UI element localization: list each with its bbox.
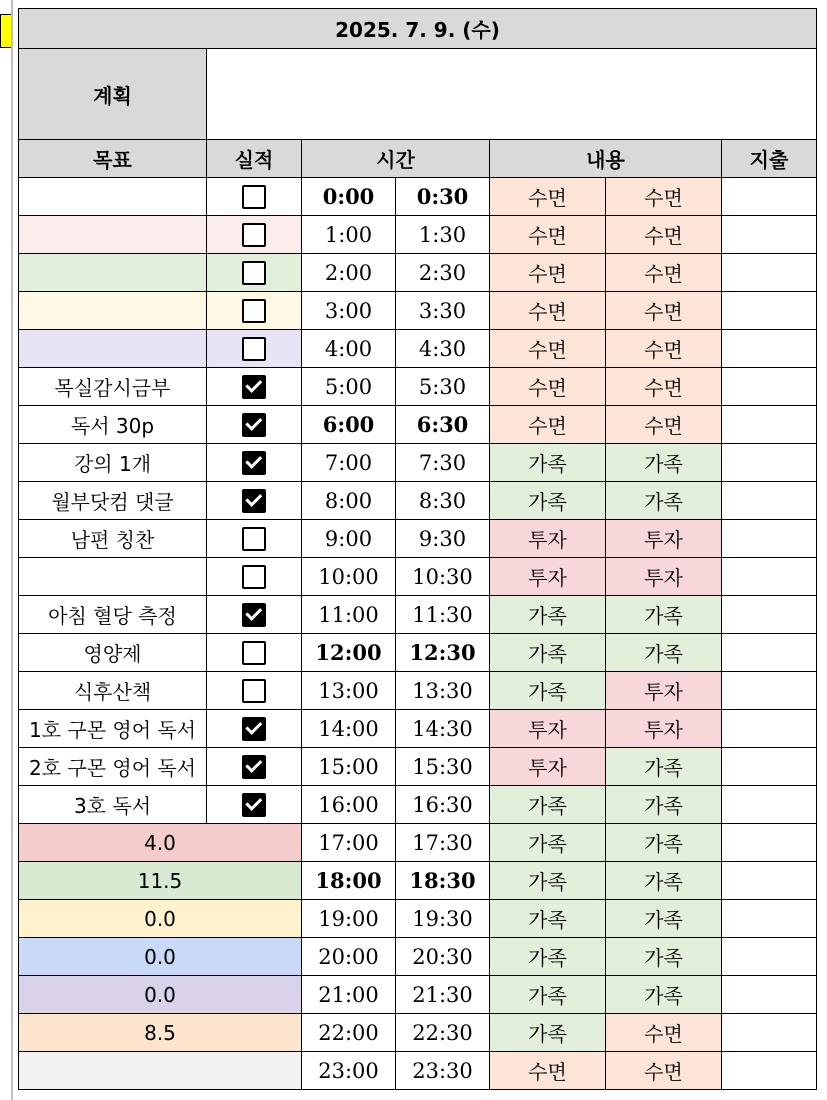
activity-cell[interactable]: 가족 <box>606 786 722 824</box>
checked-checkbox[interactable] <box>242 451 266 475</box>
expense-cell[interactable] <box>722 672 817 710</box>
time-half: 9:30 <box>396 520 490 558</box>
time-start: 11:00 <box>302 596 396 634</box>
done-checkbox-cell[interactable] <box>207 710 302 748</box>
expense-cell[interactable] <box>722 216 817 254</box>
time-start: 13:00 <box>302 672 396 710</box>
time-half: 7:30 <box>396 444 490 482</box>
category-total[interactable] <box>19 1052 302 1090</box>
time-start: 15:00 <box>302 748 396 786</box>
goal-cell[interactable]: 식후산책 <box>19 672 207 710</box>
done-checkbox-cell[interactable] <box>207 292 302 330</box>
activity-cell[interactable]: 가족 <box>606 976 722 1014</box>
expense-cell[interactable] <box>722 634 817 672</box>
activity-cell[interactable]: 가족 <box>490 824 606 862</box>
time-half: 20:30 <box>396 938 490 976</box>
done-checkbox-cell[interactable] <box>207 330 302 368</box>
expense-cell[interactable] <box>722 1052 817 1090</box>
time-half: 19:30 <box>396 900 490 938</box>
time-header: 시간 <box>302 140 490 178</box>
activity-cell[interactable]: 가족 <box>606 824 722 862</box>
time-half: 4:30 <box>396 330 490 368</box>
unchecked-checkbox[interactable] <box>242 185 266 209</box>
unchecked-checkbox[interactable] <box>242 641 266 665</box>
goal-cell[interactable] <box>19 330 207 368</box>
category-total[interactable]: 11.5 <box>19 862 302 900</box>
category-total[interactable]: 0.0 <box>19 976 302 1014</box>
time-half: 2:30 <box>396 254 490 292</box>
activity-cell[interactable]: 수면 <box>606 1014 722 1052</box>
done-checkbox-cell[interactable] <box>207 482 302 520</box>
activity-cell[interactable]: 투자 <box>490 558 606 596</box>
time-start: 10:00 <box>302 558 396 596</box>
unchecked-checkbox[interactable] <box>242 565 266 589</box>
done-checkbox-cell[interactable] <box>207 254 302 292</box>
checked-checkbox[interactable] <box>242 375 266 399</box>
checked-checkbox[interactable] <box>242 489 266 513</box>
time-half: 14:30 <box>396 710 490 748</box>
expense-cell[interactable] <box>722 596 817 634</box>
time-start: 9:00 <box>302 520 396 558</box>
goal-cell[interactable] <box>19 558 207 596</box>
unchecked-checkbox[interactable] <box>242 299 266 323</box>
time-start: 7:00 <box>302 444 396 482</box>
activity-cell[interactable]: 수면 <box>490 330 606 368</box>
time-half: 10:30 <box>396 558 490 596</box>
goal-cell[interactable]: 목실감시금부 <box>19 368 207 406</box>
activity-cell[interactable]: 수면 <box>490 178 606 216</box>
activity-cell[interactable]: 투자 <box>606 672 722 710</box>
goal-cell[interactable]: 2호 구몬 영어 독서 <box>19 748 207 786</box>
activity-cell[interactable]: 가족 <box>606 634 722 672</box>
category-total[interactable]: 4.0 <box>19 824 302 862</box>
plan-input-cell[interactable] <box>207 49 817 140</box>
done-checkbox-cell[interactable] <box>207 406 302 444</box>
activity-cell[interactable]: 가족 <box>490 900 606 938</box>
done-checkbox-cell[interactable] <box>207 634 302 672</box>
unchecked-checkbox[interactable] <box>242 679 266 703</box>
time-start: 22:00 <box>302 1014 396 1052</box>
expense-cell[interactable] <box>722 748 817 786</box>
unchecked-checkbox[interactable] <box>242 527 266 551</box>
activity-cell[interactable]: 가족 <box>490 938 606 976</box>
expense-cell[interactable] <box>722 178 817 216</box>
done-checkbox-cell[interactable] <box>207 786 302 824</box>
activity-cell[interactable]: 가족 <box>490 976 606 1014</box>
done-checkbox-cell[interactable] <box>207 596 302 634</box>
activity-cell[interactable]: 수면 <box>490 254 606 292</box>
daily-planner-sheet <box>18 8 817 1090</box>
time-start: 2:00 <box>302 254 396 292</box>
time-half: 17:30 <box>396 824 490 862</box>
expense-cell[interactable] <box>722 938 817 976</box>
activity-cell[interactable]: 수면 <box>490 292 606 330</box>
activity-cell[interactable]: 투자 <box>606 558 722 596</box>
time-half: 11:30 <box>396 596 490 634</box>
activity-cell[interactable]: 가족 <box>606 862 722 900</box>
activity-cell[interactable]: 가족 <box>490 786 606 824</box>
expense-cell[interactable] <box>722 1014 817 1052</box>
activity-cell[interactable]: 가족 <box>606 482 722 520</box>
column-divider <box>11 0 13 1100</box>
activity-cell[interactable]: 가족 <box>490 634 606 672</box>
time-start: 3:00 <box>302 292 396 330</box>
unchecked-checkbox[interactable] <box>242 261 266 285</box>
activity-cell[interactable]: 수면 <box>490 216 606 254</box>
activity-cell[interactable]: 가족 <box>606 596 722 634</box>
time-start: 1:00 <box>302 216 396 254</box>
done-checkbox-cell[interactable] <box>207 216 302 254</box>
time-half: 0:30 <box>396 178 490 216</box>
activity-cell[interactable]: 가족 <box>490 444 606 482</box>
activity-cell[interactable]: 가족 <box>606 444 722 482</box>
done-checkbox-cell[interactable] <box>207 748 302 786</box>
activity-cell[interactable]: 가족 <box>490 672 606 710</box>
done-header: 실적 <box>207 140 302 178</box>
activity-cell[interactable]: 투자 <box>490 748 606 786</box>
expense-cell[interactable] <box>722 330 817 368</box>
time-half: 23:30 <box>396 1052 490 1090</box>
unchecked-checkbox[interactable] <box>242 337 266 361</box>
goal-cell[interactable] <box>19 254 207 292</box>
time-half: 1:30 <box>396 216 490 254</box>
plan-label: 계획 <box>19 49 207 140</box>
done-checkbox-cell[interactable] <box>207 178 302 216</box>
activity-cell[interactable]: 가족 <box>490 862 606 900</box>
category-total[interactable]: 0.0 <box>19 900 302 938</box>
goal-cell[interactable]: 1호 구몬 영어 독서 <box>19 710 207 748</box>
done-checkbox-cell[interactable] <box>207 558 302 596</box>
expense-cell[interactable] <box>722 406 817 444</box>
time-start: 16:00 <box>302 786 396 824</box>
expense-cell[interactable] <box>722 786 817 824</box>
goal-cell[interactable] <box>19 216 207 254</box>
category-total[interactable]: 8.5 <box>19 1014 302 1052</box>
goal-cell[interactable]: 영양제 <box>19 634 207 672</box>
time-start: 23:00 <box>302 1052 396 1090</box>
activity-cell[interactable]: 수면 <box>606 1052 722 1090</box>
time-start: 0:00 <box>302 178 396 216</box>
activity-cell[interactable]: 수면 <box>490 1052 606 1090</box>
activity-cell[interactable]: 수면 <box>606 178 722 216</box>
time-half: 6:30 <box>396 406 490 444</box>
time-half: 15:30 <box>396 748 490 786</box>
expense-cell[interactable] <box>722 710 817 748</box>
done-checkbox-cell[interactable] <box>207 368 302 406</box>
time-start: 14:00 <box>302 710 396 748</box>
time-half: 16:30 <box>396 786 490 824</box>
activity-cell[interactable]: 투자 <box>606 520 722 558</box>
category-total[interactable]: 0.0 <box>19 938 302 976</box>
expense-header: 지출 <box>722 140 817 178</box>
time-half: 21:30 <box>396 976 490 1014</box>
expense-cell[interactable] <box>722 444 817 482</box>
checked-checkbox[interactable] <box>242 603 266 627</box>
activity-cell[interactable]: 수면 <box>606 292 722 330</box>
checked-checkbox[interactable] <box>242 755 266 779</box>
activity-cell[interactable]: 투자 <box>606 710 722 748</box>
expense-cell[interactable] <box>722 292 817 330</box>
time-start: 17:00 <box>302 824 396 862</box>
checked-checkbox[interactable] <box>242 717 266 741</box>
time-start: 18:00 <box>302 862 396 900</box>
activity-cell[interactable]: 가족 <box>606 748 722 786</box>
done-checkbox-cell[interactable] <box>207 520 302 558</box>
time-half: 13:30 <box>396 672 490 710</box>
expense-cell[interactable] <box>722 482 817 520</box>
checked-checkbox[interactable] <box>242 413 266 437</box>
done-checkbox-cell[interactable] <box>207 444 302 482</box>
activity-cell[interactable]: 가족 <box>490 596 606 634</box>
goal-cell[interactable]: 월부닷컴 댓글 <box>19 482 207 520</box>
expense-cell[interactable] <box>722 862 817 900</box>
done-checkbox-cell[interactable] <box>207 672 302 710</box>
time-start: 4:00 <box>302 330 396 368</box>
date-header[interactable]: 2025. 7. 9. (수) <box>19 9 817 49</box>
unchecked-checkbox[interactable] <box>242 223 266 247</box>
time-half: 5:30 <box>396 368 490 406</box>
expense-cell[interactable] <box>722 520 817 558</box>
activity-cell[interactable]: 수면 <box>606 330 722 368</box>
activity-cell[interactable]: 수면 <box>606 368 722 406</box>
time-start: 12:00 <box>302 634 396 672</box>
expense-cell[interactable] <box>722 824 817 862</box>
time-start: 21:00 <box>302 976 396 1014</box>
left-sheet-edge <box>0 0 10 1100</box>
time-start: 20:00 <box>302 938 396 976</box>
time-half: 8:30 <box>396 482 490 520</box>
activity-cell[interactable]: 수면 <box>606 406 722 444</box>
expense-cell[interactable] <box>722 900 817 938</box>
activity-cell[interactable]: 가족 <box>606 938 722 976</box>
activity-cell[interactable]: 수면 <box>606 254 722 292</box>
time-start: 8:00 <box>302 482 396 520</box>
expense-cell[interactable] <box>722 368 817 406</box>
goal-cell[interactable] <box>19 178 207 216</box>
goal-cell[interactable]: 독서 30p <box>19 406 207 444</box>
time-start: 5:00 <box>302 368 396 406</box>
goal-header: 목표 <box>19 140 207 178</box>
goal-cell[interactable]: 강의 1개 <box>19 444 207 482</box>
time-start: 6:00 <box>302 406 396 444</box>
activity-cell[interactable]: 수면 <box>606 216 722 254</box>
expense-cell[interactable] <box>722 254 817 292</box>
checked-checkbox[interactable] <box>242 793 266 817</box>
time-half: 3:30 <box>396 292 490 330</box>
time-half: 22:30 <box>396 1014 490 1052</box>
goal-cell[interactable]: 3호 독서 <box>19 786 207 824</box>
activity-cell[interactable]: 수면 <box>490 406 606 444</box>
activity-cell[interactable]: 가족 <box>490 1014 606 1052</box>
goal-cell[interactable]: 남편 칭찬 <box>19 520 207 558</box>
activity-cell[interactable]: 수면 <box>490 368 606 406</box>
expense-cell[interactable] <box>722 976 817 1014</box>
goal-cell[interactable] <box>19 292 207 330</box>
time-half: 12:30 <box>396 634 490 672</box>
time-start: 19:00 <box>302 900 396 938</box>
time-half: 18:30 <box>396 862 490 900</box>
goal-cell[interactable]: 아침 혈당 측정 <box>19 596 207 634</box>
activity-cell[interactable]: 투자 <box>490 710 606 748</box>
activity-cell[interactable]: 가족 <box>490 482 606 520</box>
content-header: 내용 <box>490 140 722 178</box>
expense-cell[interactable] <box>722 558 817 596</box>
activity-cell[interactable]: 투자 <box>490 520 606 558</box>
activity-cell[interactable]: 가족 <box>606 900 722 938</box>
